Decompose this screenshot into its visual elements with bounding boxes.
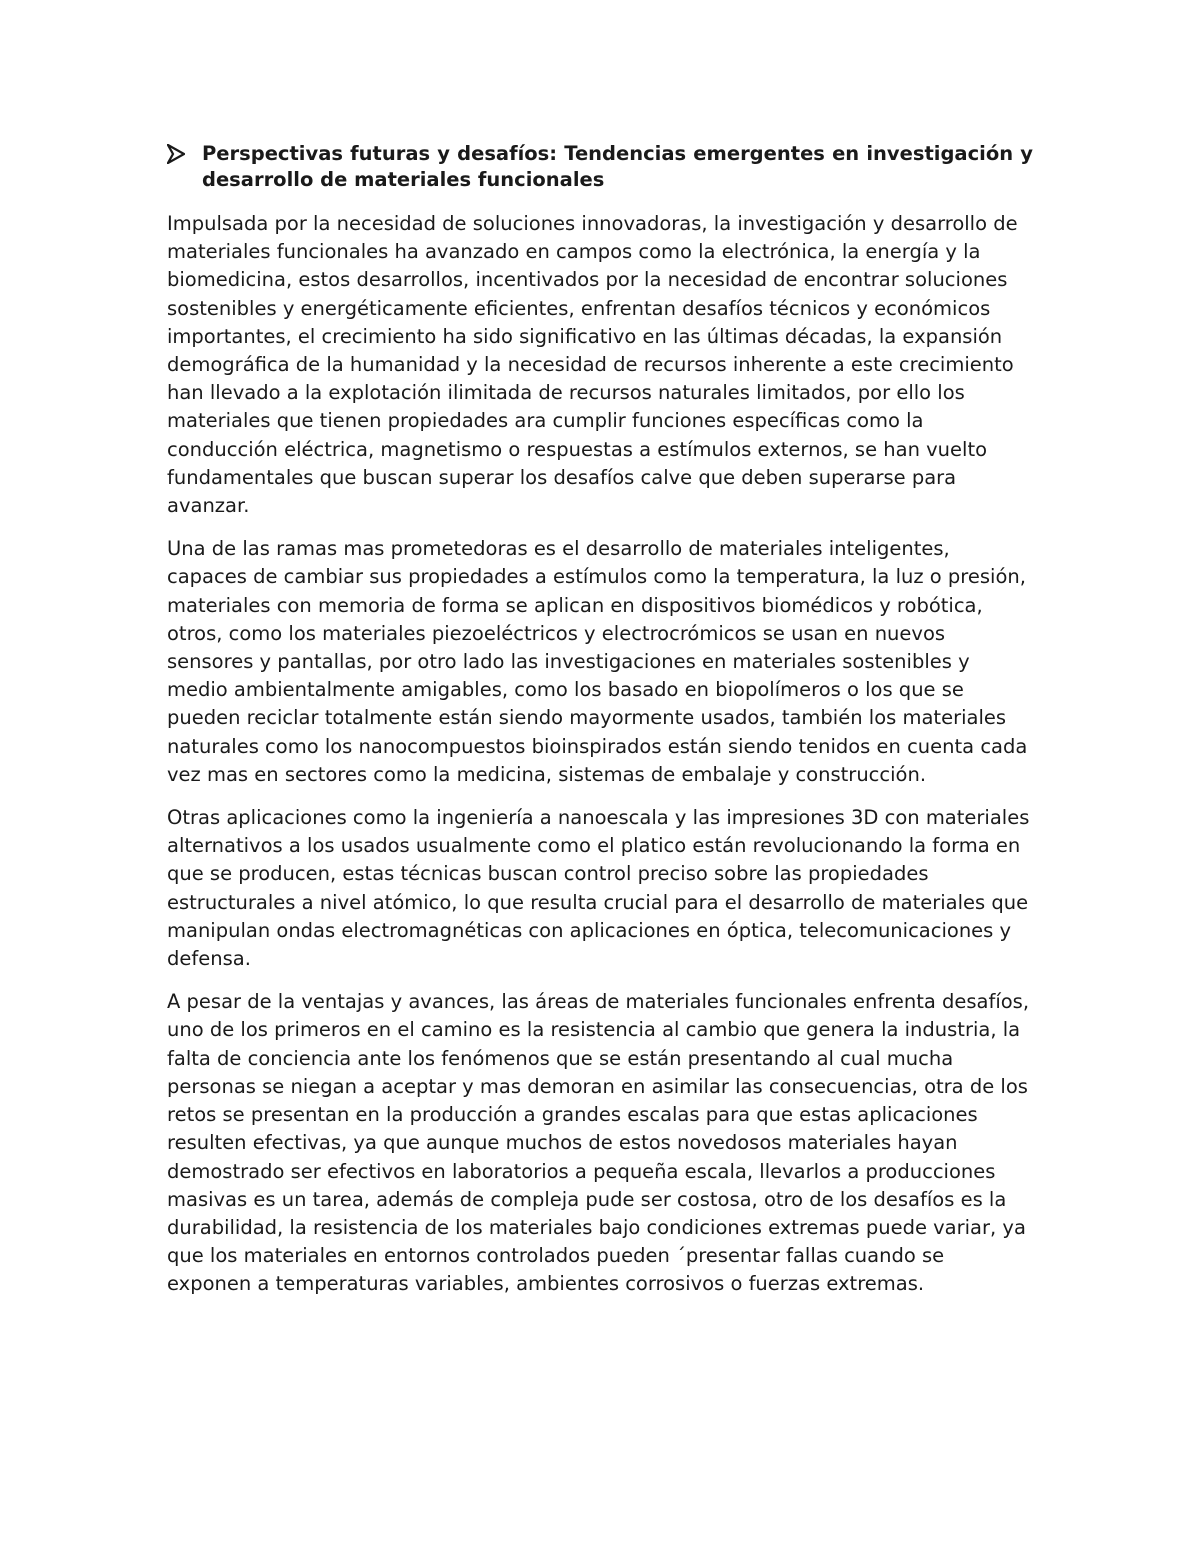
paragraph-4: A pesar de la ventajas y avances, las áreas de materiales funcionales enfrenta desafíos, uno de los primeros en el camino es la resistencia al cambio que genera la industria, la falta de conciencia ante los fenómenos que se están presentando al cual mucha personas se niegan a aceptar y mas demoran en asimilar las consecuencias, otra de los retos se presentan en la producción a grandes escalas para que estas aplicaciones resulten efectivas, ya que aunque muchos de estos novedosos materiales hayan demostrado ser efectivos en laboratorios a pequeña escala, llevarlos a producciones masivas es un tarea, además de compleja pude ser costosa, otro de los desafíos es la durabilidad, la resistencia de los materiales bajo condiciones extremas puede variar, ya que los materiales en entornos controlados pueden ´presentar fallas cuando se exponen a temperaturas variables, ambientes corrosivos o fuerzas extremas. [167, 990, 1030, 1296]
paragraph-2: Una de las ramas mas prometedoras es el desarrollo de materiales inteligentes, capaces de cambiar sus propiedades a estímulos como la temperatura, la luz o presión, materiales con memoria de forma se aplican en dispositivos biomédicos y robótica, otros, como los materiales piezoeléctricos y electrocrómicos se usan en nuevos sensores y pantallas, por otro lado las investigaciones en materiales sostenibles y medio ambientalmente amigables, como los basado en biopolímeros o los que se pueden reciclar totalmente están siendo mayormente usados, también los materiales naturales como los nanocompuestos bioinspirados están siendo tenidos en cuenta cada vez mas en sectores como la medicina, sistemas de embalaje y construcción. [167, 537, 1028, 786]
document-page [167, 141, 1033, 1314]
section-heading [167, 141, 1033, 193]
paragraph-1: Impulsada por la necesidad de soluciones innovadoras, la investigación y desarrollo de materiales funcionales ha avanzado en campos como la electrónica, la energía y la biomedicina, estos desarrollos, incentivados por la necesidad de encontrar soluciones sostenibles y energéticamente eficientes, enfrentan desafíos técnicos y económicos importantes, el crecimiento ha sido significativo en las últimas décadas, la expansión demográfica de la humanidad y la necesidad de recursos inherente a este crecimiento han llevado a la explotación ilimitada de recursos naturales limitados, por ello los materiales que tienen propiedades ara cumplir funciones específicas como la conducción eléctrica, magnetismo o respuestas a estímulos externos, se han vuelto fundamentales que buscan superar los desafíos calve que deben superarse para avanzar. [167, 212, 1018, 518]
arrow-bullet-icon [167, 144, 185, 164]
paragraph-3: Otras aplicaciones como la ingeniería a nanoescala y las impresiones 3D con materiales alternativos a los usados usualmente como el platico están revolucionando la forma en que se producen, estas técnicas buscan control preciso sobre las propiedades estructurales a nivel atómico, lo que resulta crucial para el desarrollo de materiales que manipulan ondas electromagnéticas con aplicaciones en óptica, telecomunicaciones y defensa. [167, 806, 1030, 971]
section-heading-text: Perspectivas futuras y desafíos: Tendencias emergentes en investigación y desarrollo de materiales funcionales [202, 142, 1033, 191]
